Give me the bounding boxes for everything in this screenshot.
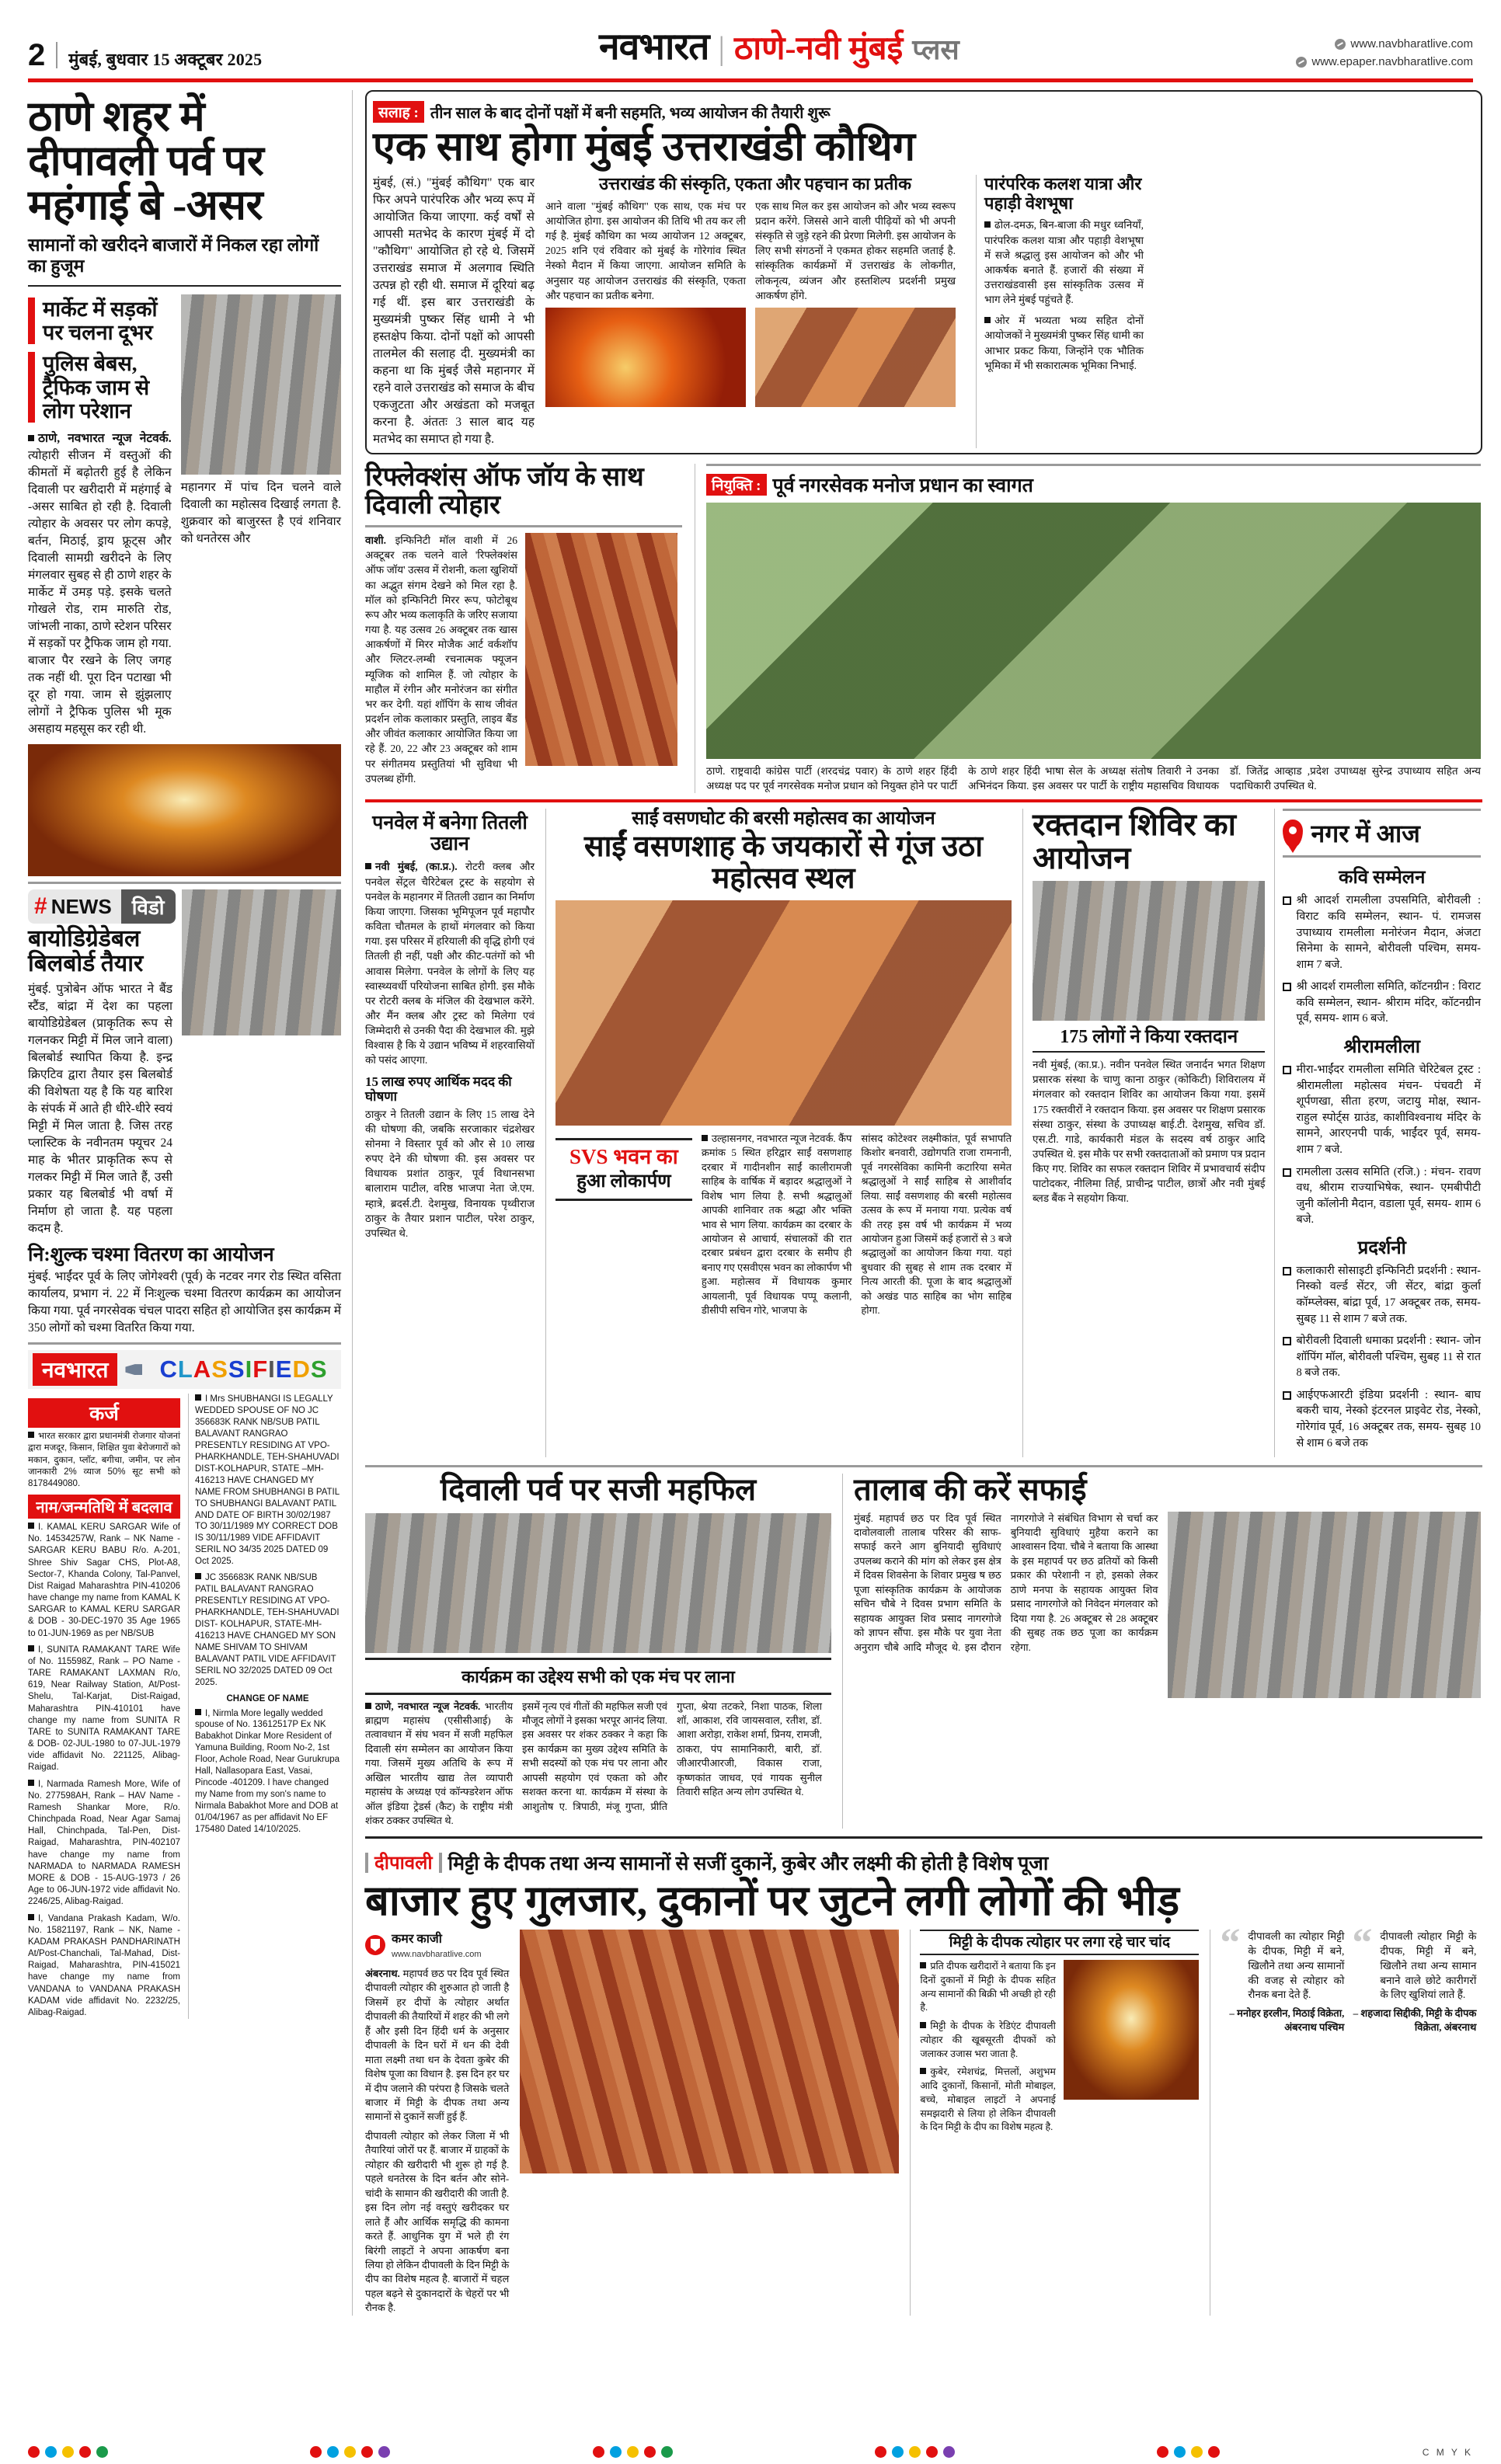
location-pin-icon bbox=[1283, 820, 1303, 847]
box-bullet-icon bbox=[1283, 1391, 1291, 1400]
mehfil-article bbox=[365, 1474, 831, 1828]
registration-dot bbox=[661, 2446, 673, 2458]
cmyk-label: C M Y K bbox=[1422, 2446, 1473, 2458]
kouthig-right bbox=[976, 175, 1144, 448]
dot-group-right bbox=[1157, 2446, 1220, 2458]
bazaar-byline-col bbox=[365, 1930, 509, 2316]
bullet-text: मार्केट में सड़कों पर चलना दूभर bbox=[43, 297, 158, 345]
kouthig-sub1-title: उत्तराखंड की संस्कृति, एकता और पहचान का प्रतीक bbox=[599, 174, 911, 194]
square-bullet-icon bbox=[28, 1432, 34, 1438]
subbox-text-col bbox=[920, 1960, 1056, 2135]
square-bullet-icon bbox=[195, 1573, 201, 1579]
list-item bbox=[28, 352, 172, 423]
classifieds-brand: नवभारत bbox=[33, 1353, 117, 1386]
sai-photo bbox=[555, 900, 1012, 1126]
list-item bbox=[1283, 1333, 1481, 1381]
classifieds-col-1 bbox=[28, 1394, 180, 2019]
event-text: कलाकारी सोसाइटी इन्फिनिटी प्रदर्शनी : स्थान- निस्को वर्ल्ड सेंटर, जी सेंटर, बांद्रा कुर्ला कॉम्प्लेक्स, बांद्रा पूर्व, 17 अक्टूबर तक, समय- सुबह 11 से शाम 7 बजे तक. bbox=[1296, 1264, 1481, 1325]
subbox-item-text: प्रति दीपक खरीदारों ने बताया कि इन दिनों दुकानों में मिट्टी के दीपक सहित अन्य सामानों की बिक्री भी अच्छी हो रही है. bbox=[920, 1961, 1056, 2013]
box-bullet-icon bbox=[1283, 896, 1291, 905]
news-video-badge[interactable] bbox=[28, 889, 176, 924]
kouthig-sub2-title: पारंपरिक कलश यात्रा और पहाड़ी वेशभूषा bbox=[984, 174, 1142, 213]
lead-subhead: सामानों को खरीदने बाजारों में निकल रहा लोगों का हुजूम bbox=[28, 235, 319, 277]
titli-headline: पनवेल में बनेगा तितली उद्यान bbox=[372, 813, 528, 854]
subbox-diya-photo bbox=[1064, 1960, 1200, 2100]
kouthig-content bbox=[373, 175, 1475, 448]
bullet-text: पुलिस बेबस, ट्रैफिक जाम से लोग परेशान bbox=[43, 352, 150, 423]
mehfil-dateline: ठाणे, नवभारत न्यूज नेटवर्क. bbox=[375, 1700, 481, 1712]
raktdan-headline: रक्तदान शिविर का आयोजन bbox=[1033, 807, 1236, 875]
svs-title-red: SVS भवन का bbox=[569, 1144, 678, 1168]
reflections-article bbox=[365, 464, 682, 793]
classified-text: I, Narmada Ramesh More, Wife of No. 277598AH, Rank – HAV Name - Ramesh Shankar More, R/o. Chinchpada Road, Near Agar Samaj Hall, Chinchpada, Tal-Pen, Dist-Raigad, Maharashtra, PIN-402107 have change my name from NARMADA to NARMADA RAMESH MORE & DOB - 15-AUG-1973 / 26 Age to 06-JUN-1972 vide affidavit No. 2246/25, Alibag-Raigad. bbox=[28, 1779, 180, 1907]
titli-sub-headline: 15 लाख रुपए आर्थिक मदद की घोषणा bbox=[365, 1074, 512, 1104]
square-bullet-icon bbox=[195, 1709, 201, 1715]
byline bbox=[365, 1930, 509, 1961]
registration-dot bbox=[909, 2446, 921, 2458]
talab-article bbox=[842, 1474, 1481, 1828]
classified-text: I, Vandana Prakash Kadam, W/o. No. 15821197, Rank – NK, Name - KADAM PRAKASH PANDHARINATH At/Post-Chanchali, Tal-Mahad, Dist-Raigad, Maharashtra, PIN-415021 have change my name from VANDANA to VANDANA PRAKASH KADAM vide affidavit No. 2232/25, Alibag-Raigad. bbox=[28, 1913, 180, 2017]
kicker-text: मिट्टी के दीपक तथा अन्य सामानों से सजीं दुकानें, कुबेर और लक्ष्मी की होती है विशेष पूजा bbox=[448, 1853, 1049, 1874]
nagar-header bbox=[1283, 816, 1481, 850]
square-bullet-icon bbox=[920, 1962, 926, 1968]
bazaar-quotes bbox=[1210, 1920, 1482, 2316]
mehfil-col-1 bbox=[365, 1700, 513, 1829]
quote-text: दीपावली त्योहार मिट्टी के दीपक, मिट्टी में बने, खिलौने तथा अन्य सामान बनाने वाले छोटे कारीगरों के लिए खुशियां लाते हैं. bbox=[1380, 1930, 1477, 2001]
kicker-text: पूर्व नगरसेवक मनोज प्रधान का स्वागत bbox=[772, 475, 1033, 497]
registration-dot bbox=[1174, 2446, 1186, 2458]
megaphone-icon bbox=[125, 1360, 151, 1379]
lead-headline: ठाणे शहर में दीपावली पर्व पर महंगाई बे -असर bbox=[28, 93, 264, 229]
kouthig-middle bbox=[545, 175, 965, 448]
raktdan-count: 175 लोगों ने किया रक्तदान bbox=[1033, 1027, 1265, 1053]
page-number: 2 bbox=[28, 38, 46, 72]
divider bbox=[28, 1342, 341, 1345]
quote-attribution: – शहजादा सिद्दीकी, मिट्टी के दीपक विक्रेता, अंबरनाथ bbox=[1353, 2007, 1477, 2034]
bazaar-body1-text: महापर्व छठ पर दिव पूर्व स्थित दीपावली त्योहार की शुरुआत हो जाती है जिसमें हर दीपों के त्योहार अर्थात दीपावली की तैयारियों में शहर की भी लगे हैं और इसी दिन हिंदी धर्म के अनुसार दीपावली के दिन घरों में धन की देवी माता लक्ष्मी तथा धन के देवता कुबेर की विशेष पूजा का विधान है. इस दिन हर घर में दीप जलाने की परंपरा है जिसके चलते बाजार में मिट्टी के दीपक तथा अन्य सामानों से दुकानें सजीं हुई हैं. bbox=[365, 1967, 510, 2123]
box-bullet-icon bbox=[1283, 1066, 1291, 1074]
sai-article bbox=[545, 809, 1012, 1457]
lead-top-block bbox=[28, 294, 341, 738]
quote-icon: “ bbox=[1352, 1920, 1373, 1965]
list-item bbox=[1283, 1387, 1481, 1451]
sai-content bbox=[555, 1132, 1012, 1318]
mehfil-col2-text: इसमें नृत्य एवं गीतों की महफिल सजी एवं मौजूद लोगों ने इसका भरपूर आनंद लिया. इस अवसर पर शंकर ठक्कर ने कहा कि इस कार्यक्रम का मुख्य उद्देश्य समिति के सभी सदस्यों को एक मंच पर लाना और आपसी सहयोग एवं एकता को और सशक्त करना था. कार्यक्रम में संस्था के आशुतोष ए. त्रिपाठी, मंजू गुप्ता, प्रीति गुप्ता, श्रेया तटकरे, निशा पाठक, शिला शॉ, आकाश, रवि जायसवाल, रतीश, डॉ. आशा अरोड़ा, राकेश शर्मा, प्रिनय, रामजी, ठाकरा, पंप सामानिकारी, बारी, डॉ. जीआरपीआरजी, विकास राजा, कृष्णकांत जाधव, एवं गायक सुनील तिवारी सहित अन्य लोग उपस्थित थे. bbox=[522, 1700, 822, 1812]
manoj-body: ठाणे. राष्ट्रवादी कांग्रेस पार्टी (शरदचंद्र पवार) के ठाणे शहर हिंदी अध्यक्ष पद पर पूर्व नगरसेवक मनोज प्रधान को नियुक्त होने पर पार्टी के ठाणे शहर हिंदी भाषा सेल के अध्यक्ष संतोष तिवारी ने उनका अभिनंदन किया. इस अवसर पर पार्टी के राष्ट्रीय महासचिव विधायक डॉ. जितेंद्र आव्हाड ,प्रदेश उपाध्यक्ष सुरेन्द्र उपाध्याय सहित अन्य पदाधिकारी उपस्थित थे. bbox=[706, 765, 1481, 792]
reflections-photo-col bbox=[525, 533, 677, 786]
kouthig-headline: एक साथ होगा मुंबई उत्तराखंडी कौथिग bbox=[373, 125, 916, 169]
square-bullet-icon bbox=[365, 863, 371, 869]
divider bbox=[28, 882, 341, 884]
list-item bbox=[28, 298, 172, 344]
talab-body: मुंबई. महापर्व छठ पर दिव पूर्व स्थित दावोलवाली तालाब परिसर की साफ-सफाई करने आग बुनियादी सुविधाएं उपलब्ध कराने की मांग को लेकर इस क्षेत्र में दिवस शिवसेना के शिवार प्रमुख ष छठ पूजा सांस्कृतिक कार्यक्रम के आयोजक सचिन चौबे ने दिवस प्रभाग समिति के सहायक आयुक्त शिव प्रसाद नागरगोजे को ज्ञापन सौंपा. इस मौके पर युवा नेता अनुराग चौबे आदि मौजूद थे. इस दौरान नागरगोजे ने संबंधित विभाग से चर्चा कर बुनियादी सुविधाएं मुहैया कराने का आश्वासन दिया. चौबे ने बताया कि आस्था के इस महापर्व पर छठ व्रतियों को किसी प्रकार की परेशानी न हो, इसको लेकर ठाणे मनपा के सहायक आयुक्त शिव प्रसाद नागरगोजे को निवेदन मंगलवार को दिया गया है. 26 अक्टूबर से 28 अक्टूबर की सुबह तक छठ पूजा का कार्यक्रम रहेगा. bbox=[854, 1512, 1158, 1653]
bazaar-headline: बाजार हुए गुलजार, दुकानों पर जुटने लगी लोगों की भीड़ bbox=[365, 1877, 1180, 1924]
event-text: श्री आदर्श रामलीला उपसमिति, बोरीवली : विराट कवि सम्मेलन, स्थान- पं. रामजस उपाध्याय रामलीला मनोरंजन मैदान, अंजटा सिनेमा के सामने, बोरीवली पश्चिम, समय- शाम 7 बजे. bbox=[1296, 894, 1481, 971]
masthead-divider bbox=[56, 42, 57, 68]
titli-dateline: नवी मुंबई, (का.प्र.). bbox=[375, 861, 458, 873]
talab-headline: तालाब की करें सफाई bbox=[854, 1472, 1087, 1508]
kicker-tag: नियुक्ति : bbox=[706, 474, 767, 496]
subbox-item-text: कुबेर, रमेशचंद्र, मित्तलों, अशुभम आदि दुकानों, किसानों, मोती मोबाइल, बच्चे, मोबाइल लाइटों ने अपनाई समझदारी से लिया हो लेकिन दीपावली के दिन मिट्टी के दीप का विशेष महत्व है. bbox=[920, 2066, 1056, 2133]
byline-name: कमर काजी bbox=[392, 1932, 442, 1946]
svs-title-black: हुआ लोकार्पण bbox=[576, 1171, 671, 1192]
manoj-photo bbox=[706, 503, 1481, 759]
karj-text: भारत सरकार द्वारा प्रधानमंत्री रोजगार योजनां द्वारा मजदूर, किसान, शिक्षित युवा बेरोजगारों को मकान, दुकान, प्लॉट, बगीचा, जमीन, पर लोन जानकारी 2% व्याज 50% सूट सभी को 8178449080. bbox=[28, 1432, 180, 1488]
nagar-me-aaj bbox=[1274, 809, 1481, 1457]
square-bullet-icon bbox=[28, 1780, 34, 1786]
registration-dot bbox=[327, 2446, 339, 2458]
registration-dot bbox=[943, 2446, 955, 2458]
subbox-title: मिट्टी के दीपक त्योहार पर लगा रहे चार चांद bbox=[920, 1930, 1199, 1955]
nagar-section-heading: प्रदर्शनी bbox=[1357, 1237, 1406, 1258]
page-footer bbox=[0, 2446, 1501, 2458]
box-bullet-icon bbox=[1283, 1168, 1291, 1177]
classified-item bbox=[195, 1394, 340, 1568]
square-bullet-icon bbox=[28, 1914, 34, 1920]
registration-dot bbox=[627, 2446, 639, 2458]
list-item bbox=[984, 218, 1144, 307]
dot-group-mid-2 bbox=[593, 2446, 673, 2458]
classifieds-word: CLASSIFIEDS bbox=[159, 1356, 328, 1383]
kouthig-sub1-col1 bbox=[545, 199, 746, 407]
square-bullet-icon bbox=[28, 1645, 34, 1651]
square-bullet-icon bbox=[28, 435, 34, 441]
square-bullet-icon bbox=[920, 2022, 926, 2028]
quote-icon: “ bbox=[1220, 1920, 1241, 1965]
sai-col1-text bbox=[702, 1132, 852, 1318]
kouthig-photo-2 bbox=[755, 308, 956, 407]
registration-dot bbox=[62, 2446, 74, 2458]
bullet-bar bbox=[28, 298, 35, 344]
list-item bbox=[920, 2066, 1056, 2135]
talab-photo bbox=[1168, 1512, 1482, 1698]
kicker-bar bbox=[365, 1853, 368, 1873]
quote-1 bbox=[1220, 1920, 1345, 2316]
raktdan-nagar-block bbox=[1022, 809, 1481, 1457]
subbox-item-text: मिट्टी के दीपक के रेडिएंट दीपावली त्योहार की खूबसूरती दीपकों को जलाकर उजास भरा जाता है. bbox=[920, 2020, 1056, 2059]
classified-text: JC 356683K RANK NB/SUB PATIL BALAVANT RANGRAO PRESENTLY RESIDING AT VPO-PHARKHANDLE, TEH-SHAHUVADI DIST- KOLHAPUR, STATE-MH-416213 HAVE CHANGED MY SON NAME SHIVAM TO SHIVAM BALAVANT PATIL VIDE AFFIDAVIT SERIL NO 32/2025 DATED 09 Oct 2025. bbox=[195, 1573, 340, 1687]
reporter-icon bbox=[365, 1935, 385, 1955]
diya-photo bbox=[28, 744, 341, 876]
registration-dot bbox=[644, 2446, 656, 2458]
masthead-title bbox=[599, 20, 959, 71]
kouthig-article bbox=[365, 90, 1482, 454]
dateline-header: मुंबई, बुधवार 15 अक्टूबर 2025 bbox=[68, 50, 263, 69]
square-bullet-icon bbox=[920, 2068, 926, 2074]
divider bbox=[1283, 855, 1481, 858]
classifieds-category-karj: कर्ज bbox=[28, 1398, 180, 1428]
edition-suffix: प्लस bbox=[912, 34, 959, 65]
square-bullet-icon bbox=[365, 1703, 371, 1709]
registration-dot bbox=[875, 2446, 886, 2458]
mehfil-content bbox=[365, 1700, 831, 1829]
lower-row bbox=[365, 809, 1482, 1457]
sai-kicker: साईं वसणघोट की बरसी महोत्सव का आयोजन bbox=[632, 809, 935, 830]
reflections-body bbox=[365, 533, 517, 786]
svs-box bbox=[555, 1138, 692, 1201]
registration-dot bbox=[892, 2446, 904, 2458]
globe-icon bbox=[1335, 39, 1346, 50]
lead-body-1 bbox=[28, 430, 172, 738]
registration-dot bbox=[378, 2446, 390, 2458]
classified-text: I. KAMAL KERU SARGAR Wife of No. 14534257W, Rank – NK Name - SARGAR KERU BABU R/o. A-201, Shree Shiv Sagar CHS, Plot-A8, Sector-7, Khanda Colony, Tal-Panvel, Dist Raigad Maharashtra PIN-410206 have change my name from KAMAL K SARGAR to KAMAL KERU SARGAR & DOB - 30-DEC-1970 35 Age 1965 to 01-JUN-1969 as per NB/SUB bbox=[28, 1523, 180, 1638]
nishulk-headline: नि:शुल्क चश्मा वितरण का आयोजन bbox=[28, 1244, 274, 1265]
bazaar-content bbox=[365, 1920, 1482, 2316]
classified-text: I, SUNITA RAMAKANT TARE Wife of No. 115598Z, Rank – PO Name - TARE RAMAKANT LAXMAN R/o, 619, Near Railway Station, At/Post-Shelu, Tal-Karjat, Dist-Raigad, Maharashtra PIN-410101 have change my name from SUNITA R TARE to SUNITA RAMAKANT TARE & DOB- 02-JUL-1980 to 07-JUL-1979 vide affidavit No. 221125, Alibag-Raigad. bbox=[28, 1644, 180, 1773]
kicker-bar bbox=[439, 1853, 442, 1873]
classifieds-body bbox=[28, 1394, 341, 2019]
square-bullet-icon bbox=[28, 1523, 34, 1529]
classified-item bbox=[195, 1572, 340, 1688]
bazaar-dateline: अंबरनाथ. bbox=[365, 1967, 400, 1979]
classified-item bbox=[28, 1522, 180, 1640]
news-label: NEWS bbox=[50, 894, 112, 918]
kouthig-dateline-body: मुंबई, (सं.) "मुंबई कौथिग" एक बार फिर अपने पारंपरिक और भव्य रूप में आयोजित किया जाएगा. कई वर्षों से आपसी मतभेद के कारण मुंबई में दो "कौथिग" आयोजित हो रहे थे. जिसमें उत्तराखंड समाज में अलगाव स्थिति उत्पन्न हो रही थी. समाज में दूरियां बढ़ गई थीं. इस बार उत्तराखंडी के मुख्यमंत्री पुष्कर सिंह धामी ने भी हस्तक्षेप किया. दोनों पक्षों को आपसी तालमेल की सलाह दी. मुख्यमंत्री का कहना था कि मुंबई जैसे महानगर में रहने वाले उत्तराखंड को समाज के बीच एकजुटता और अखंडता को मजबूत करना है. अंततः 3 साल बाद यह मतभेद का समाप्त हो गया है. bbox=[373, 176, 535, 447]
mid-row bbox=[365, 464, 1482, 793]
nagar-section-heading: कवि सम्मेलन bbox=[1339, 868, 1426, 889]
divider bbox=[706, 464, 1481, 466]
list-item bbox=[920, 2020, 1056, 2061]
list-item bbox=[1283, 1164, 1481, 1228]
square-bullet-icon bbox=[702, 1135, 708, 1141]
bazaar-photo-col bbox=[520, 1930, 899, 2316]
news-video-photo-col bbox=[182, 889, 341, 1237]
lead-body-2: महानगर में पांच दिन चलने वाले दिवाली का महोत्सव दिखाई लगता है. शुक्रवार को बाजुरस्त है एवं शनिवार को धनतेरस और bbox=[180, 480, 341, 545]
classifieds-subheading: CHANGE OF NAME bbox=[226, 1693, 309, 1704]
newsvideo-body: मुंबई. पुत्रोबेन ऑफ भारत ने बैंड स्टैंड, बांद्रा में देश का पहला बायोडिग्रेडेबल (प्राकृतिक रूप से गलनकर मिट्टी में मिल जाने वाला) बिलबोर्ड स्थापित किया है. इन्द्र क्रिएटिव द्वारा तैयार इस बिलबोर्ड की विशेषता यह है कि यह बारिश के संपर्क में आते ही धीरे-धीरे स्वयं मिट्टी में मिल जाता है. जिस तरह प्लास्टिक के नवीनतम फ्यूचर 24 माह के भीतर प्राकृतिक रूप से गलकर मिट्टी में मिल जाते हैं, उसी प्रकार यह बिलबोर्ड भी वर्षा में निर्माण हो जाता है. यह पहला कदम है. bbox=[28, 982, 172, 1235]
masthead bbox=[19, 0, 1482, 74]
reflections-dateline: वाशी. bbox=[365, 534, 387, 547]
subbox-content bbox=[920, 1960, 1199, 2135]
mehfil-headline: दिवाली पर्व पर सजी महफिल bbox=[440, 1472, 757, 1508]
reflections-headline: रिफ्लेक्शंस ऑफ जॉय के साथ दिवाली त्योहार bbox=[365, 463, 644, 520]
kouthig-sub1-cols bbox=[545, 199, 965, 407]
mehfil-col-2 bbox=[522, 1700, 822, 1829]
kicker-tag: दीपावली bbox=[374, 1853, 433, 1874]
titli-sub-body: ठाकुर ने तितली उद्यान के लिए 15 लाख देने की घोषणा की, जबकि सरजाकार चंद्रशेखर सोनमा ने विस्तार पूर्व को और से 10 लाख रुपए देने की घोषणा की. इस अवसर पर विधायक प्रशांत ठाकुर, पूर्व विधानसभा बालाराम पाटील, वरिष्ठ भाजपा नेता जे.एम. म्हात्रे, ब्रदर्स.टी. देशमुख, विनायक पृथ्वीराज ठाकुर के तैयार प्रशान पाटील, परेश ठाकुर, उपस्थित थे. bbox=[365, 1108, 535, 1239]
sai-col1-body: उल्हासनगर, नवभारत न्यूज नेटवर्क. कैंप क्रमांक 5 स्थित हरिद्वार साईं वसणशाह दरबार में गादीनशीन साईं कालीरामजी साहिब के वार्षिक में बड़ादर श्रद्धालुओं ने विशेष भाग लिया है. सभी श्रद्धालुओं आपकी शानिवार तक श्रद्धा और भक्ति भाव से भाग लिया. कार्यक्रम का दरबार के आयोजन से आचार्य, संचालकों की रात दरबार प्रबंधन द्वारा दरबार के समीप ही बनाए गए एसवीएस भवन का लोकार्पण भी हुआ. महोत्सव में विधायक कुमार आयलानी, पूर्व विधायक पप्पू कलानी, डीसीपी सचिन गोरे, भाजपा के bbox=[701, 1132, 852, 1317]
classified-item bbox=[28, 1779, 180, 1909]
classifieds-category-name-change: नाम/जन्मतिथि में बदलाव bbox=[28, 1495, 180, 1519]
classified-item bbox=[28, 1913, 180, 2020]
registration-dot bbox=[28, 2446, 40, 2458]
registration-dot bbox=[1191, 2446, 1203, 2458]
quote-block bbox=[1220, 1920, 1345, 2003]
raktdan-body: नवी मुंबई, (का.प्र.). नवीन पनवेल स्थित जनार्दन भगत शिक्षण प्रसारक संस्था के चाणु काना ठाकुर (कोकिटी) शिविरालय में मंगलवार को रक्तदान शिविर का आयोजन किया गया. इसमें 175 रक्तवीरों ने रक्तदान किया. इस अवसर पर शिक्षण प्रसारक संस्था ठाकुर, संस्था के उपाध्यक्ष बाई.टी. देशमुख, सचिव डॉ. एस.टी. गाडे, कार्यकारी मंडल के सदस्य वर्ष ठाकुर आदि उपस्थित थे. इस मौके पर सभी रक्तदाताओं को प्रमाण पत्र प्रदान किए गए. शिविर का सफल रक्तदान शिविर में प्रभावचार्य संदीप पाटोदकर, नीलिमा तिर्ह, प्राचीन्द्र पाटील, छात्रों और नवी मुंबई ब्लड बैंक ने सहयोग किया. bbox=[1033, 1059, 1266, 1205]
square-bullet-icon bbox=[984, 221, 991, 228]
masthead-left bbox=[28, 39, 262, 71]
brand-name: नवभारत bbox=[598, 26, 709, 68]
bazaar-subbox bbox=[910, 1930, 1199, 2316]
kouthig-sub1-col2 bbox=[755, 199, 956, 407]
classified-text: I Mrs SHUBHANGI IS LEGALLY WEDDED SPOUSE OF NO JC 356683K RANK NB/SUB PATIL BALAVANT RANGRAO PRESENTLY RESIDING AT VPO-PHARKHANDLE, TEH-SHAHUVADI DIST-KOLHAPUR, STATE –MH-416213 HAVE CHANGED MY NAME FROM SHUBHANGI B PATIL TO SHUBHANGI BALAVANT PATIL AND DATE OF BIRTH 30/02/1987 TO 30/11/1989 MY CORRECT DOB IS 30/11/1989 VIDE AFFIDAVIT SERIL NO 34/35 2025 DATED 09 Oct 2025. bbox=[195, 1394, 340, 1567]
news-video-text bbox=[28, 889, 172, 1237]
registration-dot bbox=[96, 2446, 108, 2458]
bazaar-body-2: दीपावली त्योहार को लेकर जिला में भी तैयारियां जोरों पर हैं. बाजार में ग्राहकों के त्योहार की खरीदारी भी शुरू हो गई है. पहले धनतेरस के दिन बर्तन और सोने-चांदी के सामान की खरीदारी की जाती है. इस दिन लोग नई वस्तुएं खरीदकर घर लाते हैं और आर्थिक समृद्धि की कामना करते हैं. आधुनिक युग में भले ही रंग बिरंगी लाइटों ने अपना आकर्षण बना लिया हो लेकिन दीपावली के दिन मिट्टी के दीप का विशेष महत्व है. बाजारों में चहल पहल बढ़ने से दुकानदारों के चेहरों पर भी रौनक है. bbox=[365, 2129, 510, 2314]
sai-headline: साईं वसणशाह के जयकारों से गूंज उठा महोत्सव स्थल bbox=[583, 830, 984, 895]
byline-url[interactable]: www.navbharatlive.com bbox=[392, 1949, 482, 1959]
news-badge-left bbox=[28, 889, 121, 924]
kicker-text: तीन साल के बाद दोनों पक्षों में बनी सहमति, भव्य आयोजन की तैयारी शुरू bbox=[430, 104, 831, 122]
mehfil-photo bbox=[365, 1513, 831, 1653]
reflections-text bbox=[365, 533, 517, 786]
manoj-article bbox=[695, 464, 1481, 793]
video-label: विडो bbox=[121, 889, 176, 924]
bazaar-photo bbox=[520, 1930, 899, 2173]
divider bbox=[1283, 809, 1481, 811]
registration-dot bbox=[1208, 2446, 1220, 2458]
main-grid bbox=[19, 82, 1482, 2316]
manoj-kicker bbox=[706, 472, 1481, 498]
classifieds-header bbox=[28, 1350, 341, 1389]
classified-item bbox=[195, 1708, 340, 1836]
dot-group-mid-1 bbox=[310, 2446, 390, 2458]
registration-dot bbox=[926, 2446, 938, 2458]
registration-dot bbox=[310, 2446, 322, 2458]
registration-dot bbox=[79, 2446, 91, 2458]
list-item bbox=[1283, 893, 1481, 973]
kouthig-col1-text: आने वाला "मुंबई कौथिग" एक साथ, एक मंच पर आयोजित होगा. इस आयोजन की तिथि भी तय कर ली गई है. मुंबई कौथिग का भव्य आयोजन 12 अक्टूबर, 2025 शनि एवं रविवार को मुंबई के गोरेगांव स्थित नेस्को मैदान में किया जाएगा. आयोजन समिति के अनुसार यह आयोजन उत्तराखंड की संस्कृति, एकता और पहचान का प्रतीक बनेगा. bbox=[545, 200, 746, 301]
hash-icon: # bbox=[34, 893, 47, 920]
kouthig-kicker bbox=[373, 101, 1475, 123]
classified-text: I, Nirmla More legally wedded spouse of No. 13612517P Ex NK Babakhot Dinkar More Resident of Yamuna Building, Room No-2, 1st Floor, Achole Road, Near Gurukrupa Hall, Nallasopara East, Vasai, Pincode -401209. I have changed my Name from my son's name to Nirmala Babakhot More and DOB at 01/04/1967 as per affidavit No EF 175480 Dated 14/10/2025. bbox=[195, 1708, 340, 1834]
subbox-photo-col bbox=[1064, 1960, 1200, 2135]
registration-dot bbox=[45, 2446, 57, 2458]
lead-body-text: त्योहारी सीजन में वस्तुओं की कीमतों में बढ़ोतरी हुई है लेकिन दिवाली पर खरीदारी में महंगाई बे -असर साबित हो रही है. दिवाली त्योहार के अवसर पर लोग कपड़े, बर्तन, मिठाई, ड्राय फ्रूट्स और दिवाली सामग्री खरीदने के लिए मंगलवार सुबह से ही ठाणे शहर के मार्केट में उमड़ पड़े. इसके चलते गोखले रोड, राम मारुति रोड, जांभली नाका, ठाणे स्टेशन परिसर में सड़कों पर ट्रैफिक जाम हो गया. बाजार पैर रखने के लिए जगह तक नहीं थी. पूरा दिन पटाखा भी दूर हो गया. जाम से झुंझलाए लोगों ने ट्रैफिक पुलिस भी मूक असहाय महसूस कर रही थी. bbox=[28, 449, 172, 736]
edition-name: ठाणे-नवी मुंबई bbox=[733, 31, 904, 67]
lead-dateline: ठाणे, नवभारत न्यूज नेटवर्क. bbox=[38, 432, 172, 446]
raktdan-photo bbox=[1033, 881, 1265, 1021]
dot-group-mid-3 bbox=[875, 2446, 955, 2458]
lead-photo bbox=[181, 294, 341, 475]
masthead-urls bbox=[1296, 36, 1473, 71]
square-bullet-icon bbox=[195, 1394, 201, 1401]
event-text: श्री आदर्श रामलीला समिति, कॉटनग्रीन : विराट कवि सम्मेलन, स्थान- श्रीराम मंदिर, कॉटनग्रीन पूर्व, समय- शाम 6 बजे. bbox=[1296, 980, 1481, 1025]
classifieds-col-2 bbox=[188, 1394, 340, 2019]
mehfil-caption-bar bbox=[365, 1658, 831, 1695]
bullet-bar bbox=[28, 352, 35, 423]
divider bbox=[365, 799, 1482, 802]
quote-2 bbox=[1352, 1920, 1477, 2316]
registration-dot bbox=[1157, 2446, 1168, 2458]
registration-dot bbox=[610, 2446, 622, 2458]
reflections-body-text: इन्फिनिटी मॉल वाशी में 26 अक्टूबर तक चलने वाले 'रिफ्लेक्शंस ऑफ जॉय' उत्सव में रोशनी, कला खुशियों का अद्भुत संगम देखने को मिल रहा है. मॉल को इन्फिनिटी मिरर रूप, फोटोबूथ रूप और भव्य कलाकृति के जरिए सजाया गया है. यह उत्सव 26 अक्टूबर तक खास आकर्षणों में मिरर मोजैक आर्ट वर्कशॉप और ग्लिटर-लम्बी रचनात्मक फ्यूजन म्यूजिक को शामिल हैं. जो त्योहार के माहौल में रंगीन और मनोरंजन का संगीत भर कर देगी. यहां शॉपिंग के साथ जीवंत प्रदर्शन लोक कलाकार प्रस्तुति, लाइव बैंड और जीवंत कलाकार आयोजित किया जा रहे हैं. 20, 22 और 23 अक्टूबर को शाम पर संगीतमय प्रस्तुतियां भी सुविधा भी उपलब्ध होंगी. bbox=[365, 534, 517, 785]
url-epaper[interactable]: www.epaper.navbharatlive.com bbox=[1311, 54, 1473, 68]
sai-col-1 bbox=[702, 1132, 852, 1318]
news-video-block bbox=[28, 889, 341, 1237]
mehfil-caption-text: कार्यक्रम का उद्देश्य सभी को एक मंच पर लाना bbox=[461, 1666, 735, 1686]
kouthig-photo-1 bbox=[545, 308, 746, 407]
event-text: आईएफआरटी इंडिया प्रदर्शनी : स्थान- बाघ बकरी चाय, नेस्को इंटरनल प्राइवेट रोड, नेस्को, गोरेगांव पूर्व, 16 अक्टूबर तक, समय- सुबह 10 से शाम 6 बजे तक bbox=[1296, 1388, 1481, 1450]
lead-photo-col bbox=[181, 294, 341, 738]
left-column bbox=[28, 90, 353, 2316]
list-item bbox=[984, 313, 1144, 373]
event-text: बोरीवली दिवाली धमाका प्रदर्शनी : स्थान- जोन शॉपिंग मॉल, बोरीवली पश्चिम, सुबह 11 से रात 8 बजे तक. bbox=[1296, 1335, 1481, 1380]
bazaar-kicker bbox=[365, 1850, 1482, 1876]
registration-dot bbox=[593, 2446, 604, 2458]
titli-body-text: रोटरी क्लब और पनवेल सेंट्रल चैरिटेबल ट्रस्ट के सहयोग से पनवेल के महानगर में तितली उद्यान का निर्माण किया जाएगा. जिसका भूमिपूजन पूर्व महापौर कविता चौतमल के हाथों मंगलवार को किया गया. इस परिसर में हरियाली की वृद्धि होगी एवं तितली ही नहीं, पक्षी और कीट-पतंगों को भी आवास मिलेगा. पनवेल के लोगों के लिए यह स्वास्थ्यवर्धी परियोजना साबित होगी. इस मौके पर रोटरी क्लब के मंजिल की देखभाल करेंगे. और मैंन क्लब और ट्रस्ट को मिलेगा एवं जिम्मेदारी से उनकी पैदा की देखभाल की. मुझे विश्वास है कि ये उद्यान भविष्य में शहरवासियों को पसंद आएगा. bbox=[365, 861, 535, 1067]
titli-article bbox=[365, 809, 535, 1457]
nagar-section-heading: श्रीरामलीला bbox=[1343, 1037, 1421, 1058]
mehfil-col1-body: भारतीय ब्राह्मण महासंघ (एसीसीआई) के तत्वावधान में संघ भवन में सजी महफिल दिवाली संग सम्मेलन का आयोजन किया गया. जिसमें मुख्य अतिथि के रूप में अखिल भारतीय खाद्य तेल व्यापारी महासंघ के अध्यक्ष एवं कॉन्फ्डरेशन ऑफ ऑल इंडिया ट्रेडर्स (कैट) के राष्ट्रीय मंत्री शंकर ठक्कर उपस्थित थे. bbox=[365, 1700, 513, 1827]
quote-block bbox=[1352, 1920, 1477, 2003]
url-main[interactable]: www.navbharatlive.com bbox=[1350, 37, 1473, 50]
list-item bbox=[920, 1960, 1056, 2015]
bazaar-body-1 bbox=[365, 1967, 509, 2125]
titli-body bbox=[365, 859, 535, 1067]
newsvideo-photo bbox=[182, 889, 341, 1035]
mehfil-talab-row bbox=[365, 1465, 1482, 1828]
event-text: मीरा-भाईंदर रामलीला समिति चेरिटेबल ट्रस्ट : श्रीरामलीला महोत्सव मंचन- पंचवटी में शूर्पणखा, सीता हरण, जटायु मोक्ष, स्थान- राहुल स्पोर्ट्स ग्राउंड, काशीविश्वनाथ मंदिर के सामने, आरएनपी पार्क, भाईंदर पूर्व, समय- शाम 7 बजे. bbox=[1296, 1063, 1481, 1156]
lead-bullets-col bbox=[28, 294, 172, 738]
registration-dot bbox=[344, 2446, 356, 2458]
list-item bbox=[1283, 1062, 1481, 1157]
talab-content bbox=[854, 1512, 1481, 1698]
talab-photo-col bbox=[1168, 1512, 1482, 1698]
footer-dot-row bbox=[28, 2446, 1473, 2458]
quote-attribution: – मनोहर हरलीन, मिठाई विक्रेता, अंबरनाथ पश्चिम bbox=[1229, 2007, 1345, 2034]
divider bbox=[28, 285, 341, 287]
list-item bbox=[1283, 1263, 1481, 1327]
list-item bbox=[1283, 979, 1481, 1027]
classifieds-karj-text bbox=[28, 1431, 180, 1490]
mehfil-col1-text bbox=[365, 1700, 513, 1829]
reflections-photo bbox=[525, 533, 677, 766]
sai-svs-col bbox=[555, 1132, 692, 1318]
raktdan-article bbox=[1033, 809, 1265, 1457]
kicker-tag: सलाह : bbox=[373, 101, 424, 123]
kouthig-item-text: ओर में भव्यता भव्य सहित दोनों आयोजकों ने मुख्यमंत्री पुष्कर सिंह धामी का आभार प्रकट किया, जिन्होंने एक भौतिक भूमिका में भी सकारात्मक भूमिका निभाई. bbox=[984, 315, 1144, 371]
right-column bbox=[353, 90, 1482, 2316]
box-bullet-icon bbox=[1283, 1337, 1291, 1345]
square-bullet-icon bbox=[984, 317, 991, 323]
globe-icon bbox=[1296, 57, 1307, 68]
reflections-content bbox=[365, 533, 682, 786]
quote-text: दीपावली का त्योहार मिट्टी के दीपक, मिट्टी में बने, खिलौने तथा अन्य सामानों की वजह से त्योहार को रौनक बना देते हैं. bbox=[1248, 1930, 1345, 2001]
brand-separator: | bbox=[718, 31, 725, 67]
sai-col-2 bbox=[861, 1132, 1012, 1318]
classified-item bbox=[28, 1644, 180, 1774]
box-bullet-icon bbox=[1283, 983, 1291, 991]
event-text: रामलीला उत्सव समिति (रजि.) : मंचन- रावण वध, श्रीराम राज्याभिषेक, स्थान- एमबीपीटी जुनी कॉलोनी मैदान, वडाला पूर्व, समय- शाम 6 बजे. bbox=[1296, 1165, 1481, 1227]
divider bbox=[365, 525, 682, 527]
nishulk-body: मुंबई. भाईंदर पूर्व के लिए जोगेश्वरी (पूर्व) के नटवर नगर रोड स्थित वसिता कार्यालय, प्रभाग नं. 22 में निःशुल्क चश्मा वितरण कार्यक्रम का आयोजन किया गया. पूर्व नगरसेवक चंचल पादरा सहित हो आयोजित इस कार्यक्रम में 350 लोगों को चश्मा वितरित किया गया. bbox=[28, 1270, 341, 1335]
talab-text bbox=[854, 1512, 1158, 1698]
bazaar-article bbox=[365, 1836, 1482, 2316]
newsvideo-headline: बायोडिग्रेडेबल बिलबोर्ड तैयार bbox=[28, 926, 144, 976]
dot-group-left bbox=[28, 2446, 108, 2458]
kouthig-col2-text: एक साथ मिल कर इस आयोजन को और भव्य स्वरूप प्रदान करेंगे. जिससे आने वाली पीढ़ियों को भी अपनी संस्कृति से जुड़े रहने की प्रेरणा मिलेगी. इस आयोजन के लिए सभी संगठनों ने एकमत होकर सहमति जताई है. सांस्कृतिक कार्यक्रमों में उत्तराखंड के लोकगीत, लोकनृत्य, व्यंजन और हस्तशिल्प प्रदर्शनी प्रमुख आकर्षण होंगे. bbox=[755, 200, 956, 301]
bullet-list bbox=[28, 298, 172, 423]
nagar-title: नगर में आज bbox=[1311, 820, 1420, 848]
box-bullet-icon bbox=[1283, 1267, 1291, 1276]
kouthig-item-text: ढोल-दमऊ, बिन-बाजा की मधुर ध्वनियाँ, पारंपरिक कलश यात्रा और पहाड़ी वेशभूषा में सजे श्रद्धालु इस आयोजन को और भी आकर्षक बनाते हैं. हजारों की संख्या में उत्तराखंडवासी इस सांस्कृतिक उत्सव में भाग लेने मुंबई पहुंचते हैं. bbox=[984, 219, 1144, 306]
registration-dot bbox=[361, 2446, 373, 2458]
kouthig-lead-text bbox=[373, 175, 535, 448]
sai-col2-text: सांसद कोटेश्वर लक्ष्मीकांत, पूर्व सभापति किशोर बनवारी, उद्योगपति राजा रामनानी, पूर्व नगरसेविका कामिनी कटारिया समेत श्रद्धालुओं ने साईं साहिब से आशीर्वाद लिया. साईं वसणशाह की बरसी महोत्सव उत्सव के रूप में मनाया गया. प्रत्येक वर्ष की तरह इस वर्ष भी कार्यक्रम में भव्य आयोजन हुआ जिसमें कई हजारों से 3 बजे श्रद्धालुओं का आयोजन किया गया. यहां बुधवार की सुबह से शाम तक दरबार में नित्य आरती की. पूजा के बाद श्रद्धालुओं को अखंड पाठ साहिब का भोग साहिब होगा. bbox=[861, 1132, 1012, 1317]
